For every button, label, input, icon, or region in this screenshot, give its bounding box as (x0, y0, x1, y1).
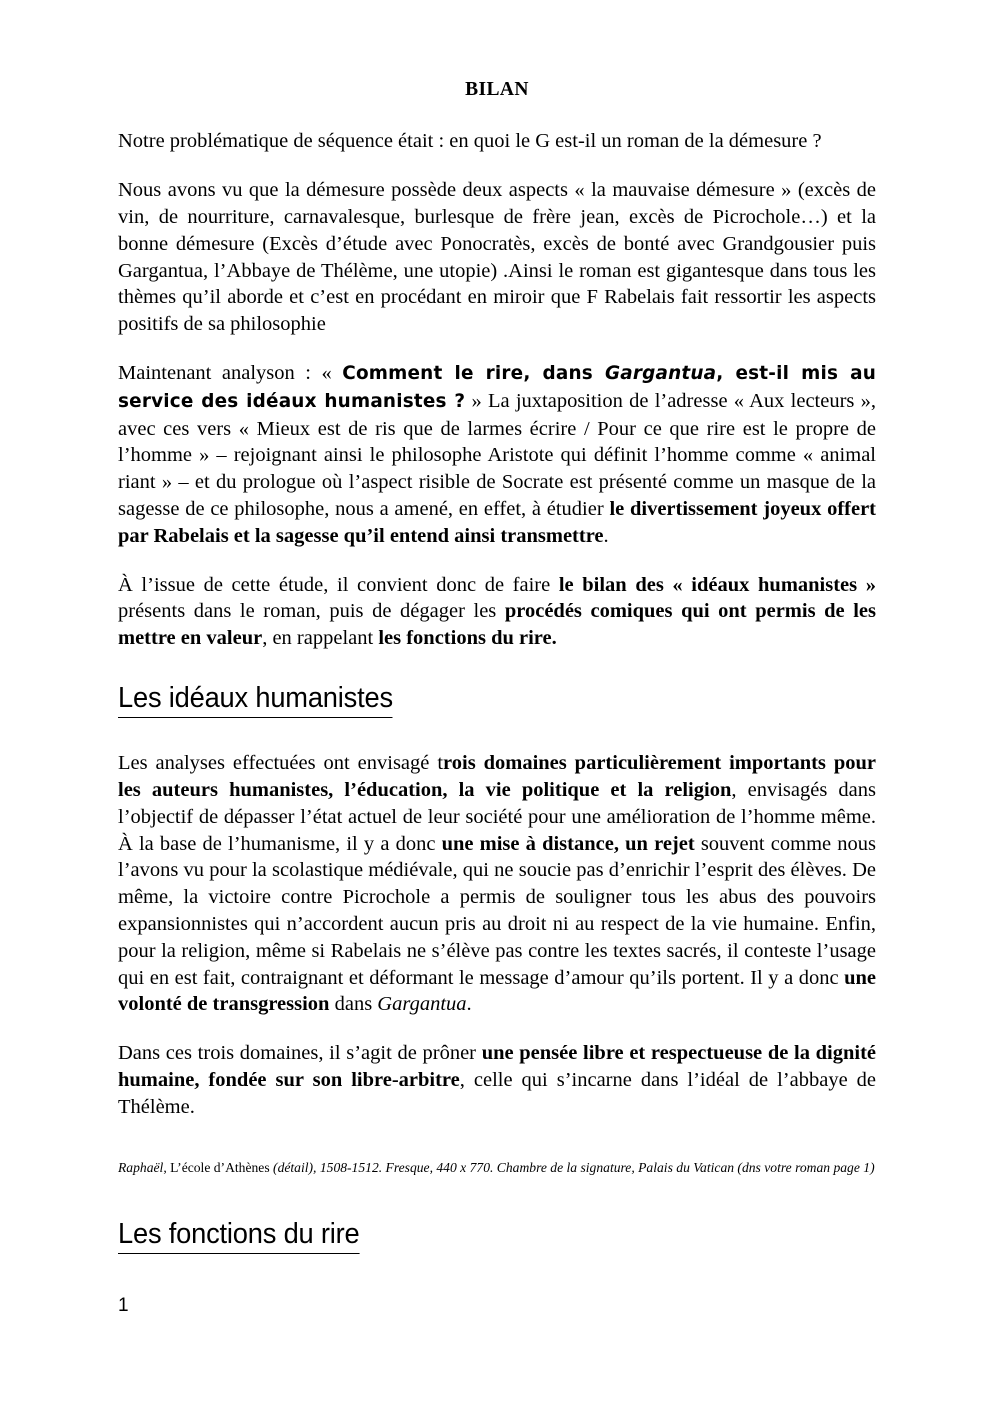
text-segment: . (466, 993, 472, 1016)
bold-segment-domaines: rois domaines particulièrement importants pour les auteurs humanistes, l’éducation, la vie politique et la religion (118, 752, 876, 802)
spacer (118, 338, 876, 360)
paragraph-text: Nous avons vu que la démesure possède deux aspects « la mauvaise démesure » (excès de vin, de nourriture, carnavalesque, burlesque de frère jean, excès de Picrochole…) et la bonne démesure (Excès d’étude avec Ponocratès, excès de bonté avec Grandgousier puis Gargantua, l’Abbaye de Thélème, une utopie) .Ainsi le roman est gigantesque dans tous les thèmes qu’il aborde et c’est en procédant en miroir que F Rabelais fait ressortir les aspects positifs de sa philosophie (118, 179, 876, 336)
paragraph-after-quote: » La juxtaposition de l’adresse « Aux lecteurs », avec ces vers « Mieux est de ris que de larmes écrire / Pour ce que rire est le propre de l’homme » – rejoignant ainsi le philosophe Aristote qui définit l’homme comme « animal riant » – et du prologue où l’aspect risible de Socrate est présenté comme un masque de la sagesse de ce philosophe, nous a amené, en effet, à étudier (118, 389, 876, 520)
text-segment: , en rappelant (262, 627, 379, 650)
text-segment: dans (329, 993, 378, 1016)
quoted-question-part1: Comment le rire, dans (342, 362, 605, 384)
spacer (118, 1121, 876, 1159)
paragraph-demesure (118, 177, 876, 338)
spacer (118, 101, 876, 128)
paragraph-problematique (118, 128, 876, 155)
paragraph-end: . (603, 524, 609, 547)
page-title: BILAN (465, 79, 529, 100)
paragraph-bilan-annonce (118, 572, 876, 652)
italic-segment-gargantua: Gargantua (377, 993, 467, 1016)
bold-segment-bilan: le bilan des « idéaux humanistes » (558, 573, 877, 596)
spacer (118, 1018, 876, 1040)
bold-segment-transgression: une volonté de transgression (118, 966, 876, 1016)
document-content (118, 0, 876, 1254)
spacer (118, 155, 876, 177)
paragraph-lead: Maintenant analyson : « (118, 361, 343, 384)
caption-work-title: L’école d’Athènes (170, 1159, 270, 1175)
section-heading-ideaux-humanistes: Les idéaux humanistes (118, 682, 393, 718)
bold-segment-procedes: procédés comiques qui ont permis de les mettre en valeur (118, 600, 876, 650)
text-segment: , celle qui s’incarne dans l’idéal de l’abbaye de Thélème. (118, 1069, 876, 1118)
heading-wrapper-ideaux (118, 682, 876, 718)
paragraph-text: Notre problématique de séquence était : en quoi le G est-il un roman de la démesure ? (118, 130, 822, 153)
spacer (118, 550, 876, 572)
bold-segment-fonctions: les fonctions du rire. (378, 627, 557, 650)
paragraph-bold-tail: le divertissement joyeux offert par Rabelais et la sagesse qu’il entend ainsi transmettre (118, 497, 876, 547)
text-segment: À l’issue de cette étude, il convient donc de faire (118, 573, 559, 596)
bold-segment-mise-a-distance: une mise à distance, un rejet (441, 832, 695, 855)
spacer (118, 718, 876, 750)
text-segment: présents dans le roman, puis de dégager les (118, 600, 505, 623)
text-segment: Les analyses effectuées ont envisagé t (118, 752, 444, 775)
text-segment: souvent comme nous l’avons vu pour la scolastique médiévale, qui ne soucie pas d’enrichir l’esprit des élèves. De même, la victoire contre Picrochole a permis de souligner tous les abus des pouvoirs expansionnistes qui n’accordent aucun pris au droit ni au respect de la vie humaine. Enfin, pour la religion, même si Rabelais ne s’élève pas contre les textes sacrés, il conteste l’usage qui en est fait, contraignant et déformant le message d’amour qu’ils portent. Il y a donc (118, 832, 876, 989)
paragraph-analyse-question (118, 360, 876, 550)
page-number: 1 (118, 1295, 129, 1316)
text-segment: , envisagés dans l’objectif de dépasser l’état actuel de leur société pour une amélioration de l’homme même. À la base de l’humanisme, il y a donc (118, 779, 876, 855)
caption-details: (détail), 1508-1512. Fresque, 440 x 770. Chambre de la signature, Palais du Vatican (dns votre roman page 1) (269, 1159, 875, 1175)
bold-segment-pensee-libre: une pensée libre et respectueuse de la dignité humaine, fondée sur son libre-arbitre (118, 1042, 877, 1092)
quoted-question-title-italic: Gargantua (604, 362, 717, 384)
section-heading-fonctions-du-rire: Les fonctions du rire (118, 1218, 360, 1254)
spacer (118, 652, 876, 682)
caption-artist: Raphaël (118, 1159, 164, 1175)
paragraph-trois-domaines (118, 750, 876, 1018)
spacer (118, 1176, 876, 1218)
paragraph-pensee-libre (118, 1040, 876, 1120)
caption-separator: , (163, 1159, 171, 1175)
image-caption (118, 1159, 876, 1176)
text-segment: Dans ces trois domaines, il s’agit de prôner (118, 1042, 482, 1065)
quoted-question-part2: , est-il mis au service des idéaux humanistes ? (118, 362, 877, 412)
heading-wrapper-fonctions (118, 1218, 876, 1254)
